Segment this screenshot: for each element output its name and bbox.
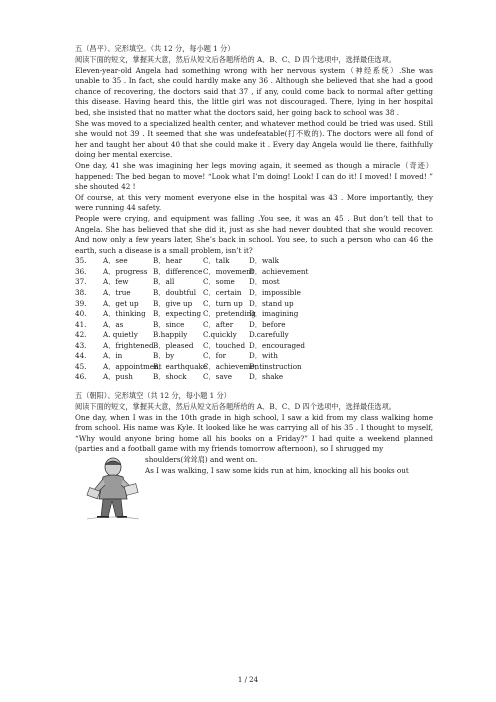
option-c: C．certain bbox=[203, 288, 242, 298]
option-b: B．give up bbox=[153, 298, 193, 308]
question-number: 40. bbox=[75, 309, 87, 319]
option-d: D．most bbox=[249, 277, 280, 287]
option-a: A．as bbox=[103, 319, 124, 329]
option-c: C．save bbox=[203, 372, 232, 382]
option-b: B．hear bbox=[153, 256, 183, 266]
option-a: A．appointment bbox=[103, 361, 162, 371]
boy-illustration bbox=[85, 455, 141, 520]
section1-instruction: 阅读下面的短文，掌握其大意，然后从短文后各题所给的 A、B、C、D 四个选项中，选择最佳选项。 bbox=[75, 55, 396, 65]
option-a: A．frightened bbox=[103, 340, 154, 350]
option-b: B.happily bbox=[153, 330, 188, 340]
question-number: 38. bbox=[75, 288, 87, 298]
document-page bbox=[75, 44, 433, 476]
option-d: D．imagining bbox=[249, 309, 299, 319]
option-d: D．stand up bbox=[249, 298, 294, 308]
option-d: D．encouraged bbox=[249, 340, 305, 350]
option-row bbox=[75, 256, 433, 267]
question-number: 42. bbox=[75, 330, 87, 340]
section1-header: 五（昌平）、完形填空。（共 12 分，每小题 1 分） bbox=[75, 44, 235, 53]
option-row bbox=[75, 277, 433, 288]
passage-line: shoulders(耸耸肩) and went on. bbox=[145, 455, 258, 464]
option-a: A．push bbox=[103, 372, 133, 382]
option-d: D．impossible bbox=[249, 288, 301, 298]
illustrated-block bbox=[75, 455, 433, 476]
option-b: B．by bbox=[153, 351, 175, 361]
option-d: D．achievement bbox=[249, 266, 309, 276]
option-a: A. quietly bbox=[103, 330, 138, 340]
question-number: 43. bbox=[75, 340, 87, 350]
option-c: C．after bbox=[203, 319, 234, 329]
option-b: B．pleased bbox=[153, 340, 194, 350]
option-c: C.quickly bbox=[203, 330, 237, 340]
option-row bbox=[75, 267, 433, 278]
passage-paragraph: Of course, at this very moment everyone else in the hospital was 43 . More importantly, they were running 44 safety. bbox=[75, 192, 433, 213]
option-row bbox=[75, 330, 433, 341]
passage-paragraph: One day, when I was in the 10th grade in high school, I saw a kid from my class walking home from school. His name was Kyle. It looked like he was carrying all of his 35 . I thought to myself, “Why would anyone bring home all his books on a Friday?” I had quite a weekend planned (parties and a football game with my friends tomorrow afternoon), so I shrugged my bbox=[75, 412, 433, 454]
question-number: 45. bbox=[75, 361, 87, 371]
option-row bbox=[75, 351, 433, 362]
option-a: A．true bbox=[103, 288, 131, 298]
option-a: A．progress bbox=[103, 266, 148, 276]
option-b: B．expecting bbox=[153, 309, 202, 319]
option-b: B．earthquake bbox=[153, 361, 208, 371]
question-number: 35. bbox=[75, 256, 87, 266]
option-row bbox=[75, 299, 433, 310]
option-d: D.carefully bbox=[249, 330, 289, 340]
option-row bbox=[75, 372, 433, 383]
option-d: D．before bbox=[249, 319, 286, 329]
option-row bbox=[75, 320, 433, 331]
passage-line: As I was walking, I saw some kids run at him, knocking all his books out bbox=[145, 465, 409, 475]
option-c: C．movement bbox=[203, 266, 254, 276]
option-c: C．for bbox=[203, 351, 227, 361]
option-c: C．some bbox=[203, 277, 235, 287]
page-number: 1 / 24 bbox=[237, 676, 259, 684]
option-row bbox=[75, 288, 433, 299]
option-d: D．instruction bbox=[249, 361, 302, 371]
section2-header: 五（朝阳）、完形填空（共 12 分，每小题 1 分） bbox=[75, 390, 231, 400]
options-list bbox=[75, 256, 433, 383]
passage-paragraph: People were crying, and equipment was falling .You see, it was an 45 . But don’t tell that to Angela. She has believed that she did it, just as she had never doubted that she would recover. And now only a few years later, She’s back in school. You see, to such a person who can 46 the earth, such a disease is a small problem, isn’t it? bbox=[75, 214, 433, 255]
passage-paragraph: One day, 41 she was imagining her legs moving again, it seemed as though a miracle（奇迹）happened: The bed began to move! “Look what I’m doing! Look! I can do it! I moved! I moved! ” she shouted 42 ! bbox=[75, 161, 433, 192]
passage-paragraph: Eleven-year-old Angela had something wrong with her nervous system（神经系统）.She was unable to 35 . In fact, she could hardly make any 36 . Although she believed that she had a good chance of recovering, the doctors said that 37 , if any, could come back to normal after getting this disease. Having heard this, the little girl was not discouraged. There, lying in her hospital bed, she insisted that no matter what the doctors said, her going back to school was 38 . bbox=[75, 65, 433, 118]
option-row bbox=[75, 309, 433, 320]
option-b: B．since bbox=[153, 319, 185, 329]
option-c: C．achievement bbox=[203, 361, 263, 371]
option-c: C．turn up bbox=[203, 298, 243, 308]
option-d: D．shake bbox=[249, 372, 284, 382]
option-c: C．talk bbox=[203, 256, 230, 266]
option-b: B．doubtful bbox=[153, 288, 197, 298]
option-b: B．all bbox=[153, 277, 175, 287]
option-b: B．difference bbox=[153, 266, 203, 276]
option-c: C．pretending bbox=[203, 309, 256, 319]
question-number: 39. bbox=[75, 298, 87, 308]
section2-instruction: 阅读下面的短文，掌握其大意，然后从短文后各题所给的 A、B、C、D 四个选项中，选择最佳选项。 bbox=[75, 402, 396, 412]
question-number: 36. bbox=[75, 266, 87, 276]
passage-paragraph: She was moved to a specialized health center, and whatever method could be tried was used. Still she would not 39 . It seemed that she was undefeatable(打不败的). The doctors were all fond of her and taught her about 40 that she could make it . Every day Angela would lie there, faithfully doing her mental exercise. bbox=[75, 118, 433, 160]
question-number: 41. bbox=[75, 319, 87, 329]
option-row bbox=[75, 362, 433, 373]
option-b: B．shock bbox=[153, 372, 187, 382]
option-row bbox=[75, 341, 433, 352]
option-a: A．in bbox=[103, 351, 123, 361]
option-c: C．touched bbox=[203, 340, 246, 350]
question-number: 46. bbox=[75, 372, 87, 382]
option-a: A．few bbox=[103, 277, 129, 287]
option-d: D．with bbox=[249, 351, 278, 361]
option-a: A．see bbox=[103, 256, 128, 266]
option-d: D．walk bbox=[249, 256, 280, 266]
option-a: A．get up bbox=[103, 298, 139, 308]
question-number: 44. bbox=[75, 351, 87, 361]
option-a: A．thinking bbox=[103, 309, 146, 319]
question-number: 37. bbox=[75, 277, 87, 287]
